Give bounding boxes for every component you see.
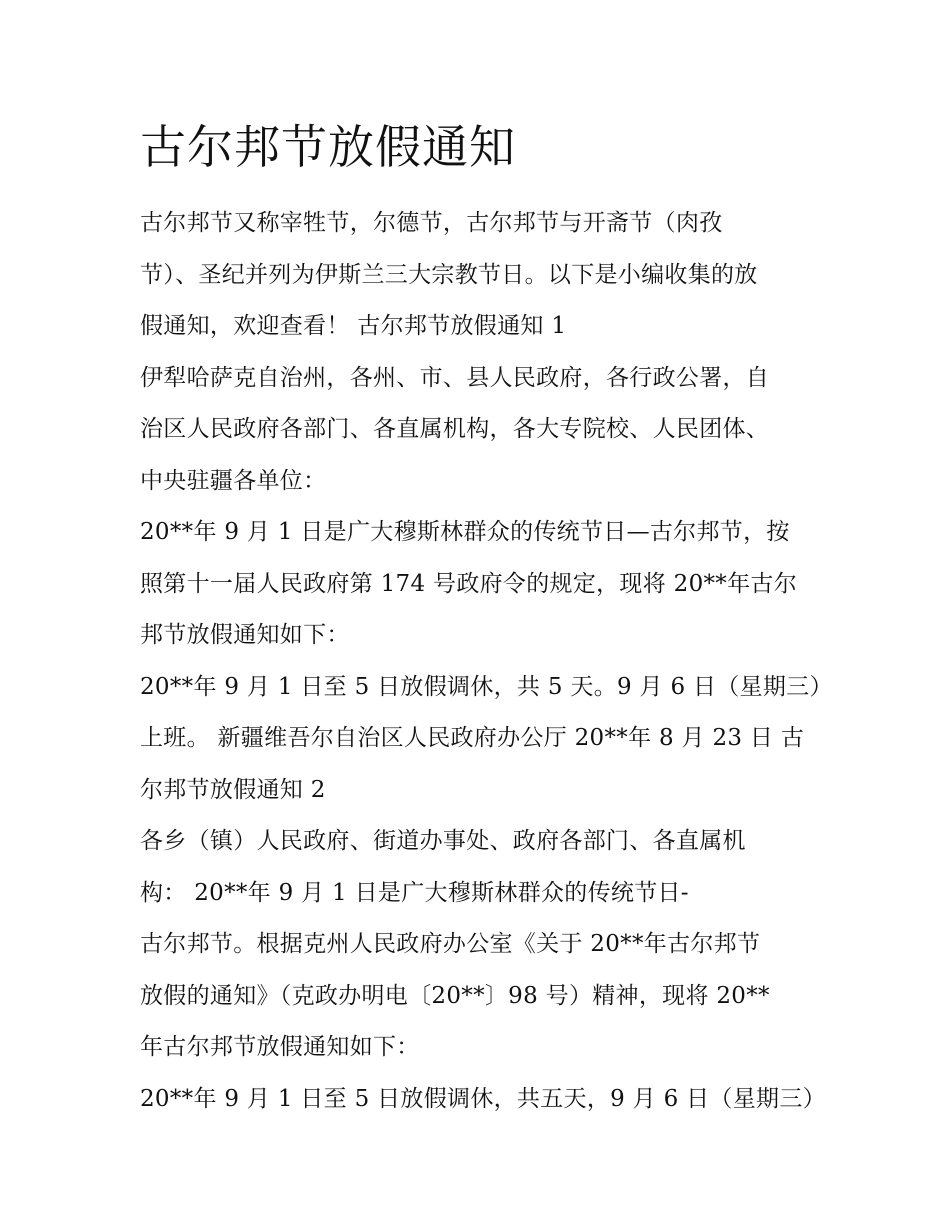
text-line: 节）、圣纪并列为伊斯兰三大宗教节日。以下是小编收集的放 [140,261,758,288]
document-title: 古尔邦节放假通知 [140,120,516,174]
text-line: 20**年 9 月 1 日是广大穆斯林群众的传统节日—古尔邦节，按 [140,519,790,545]
text-line: 古尔邦节。根据克州人民政府办公室《关于 20**年古尔邦节 [140,931,761,957]
text-line: 放假的通知》（克政办明电〔20**〕98 号）精神，现将 20** [140,982,770,1009]
text-line: 伊犁哈萨克自治州，各州、市、县人民政府，各行政公署，自 [140,364,770,391]
text-line: 邦节放假通知如下： [140,622,350,648]
text-line: 假通知，欢迎查看！ 古尔邦节放假通知 1 [140,313,567,339]
document-body [140,198,833,1125]
text-line: 20**年 9 月 1 日至 5 日放假调休，共 5 天。9 月 6 日（星期三） [140,673,833,700]
text-line: 构： 20**年 9 月 1 日是广大穆斯林群众的传统节日- [140,879,689,906]
text-line: 照第十一届人民政府第 174 号政府令的规定，现将 20**年古尔 [140,570,797,597]
text-line: 尔邦节放假通知 2 [140,776,326,803]
text-line: 各乡（镇）人民政府、街道办事处、政府各部门、各直属机 [140,828,746,854]
text-line: 古尔邦节又称宰牲节，尔德节，古尔邦节与开斋节（肉孜 [140,210,723,236]
text-line: 中央驻疆各单位： [140,467,327,494]
text-line: 治区人民政府各部门、各直属机构，各大专院校、人民团体、 [140,416,770,442]
text-line: 年古尔邦节放假通知如下： [140,1034,420,1060]
text-line: 20**年 9 月 1 日至 5 日放假调休，共五天，9 月 6 日（星期三） [140,1085,826,1112]
text-line: 上班。 新疆维吾尔自治区人民政府办公厅 20**年 8 月 23 日 古 [140,725,805,751]
